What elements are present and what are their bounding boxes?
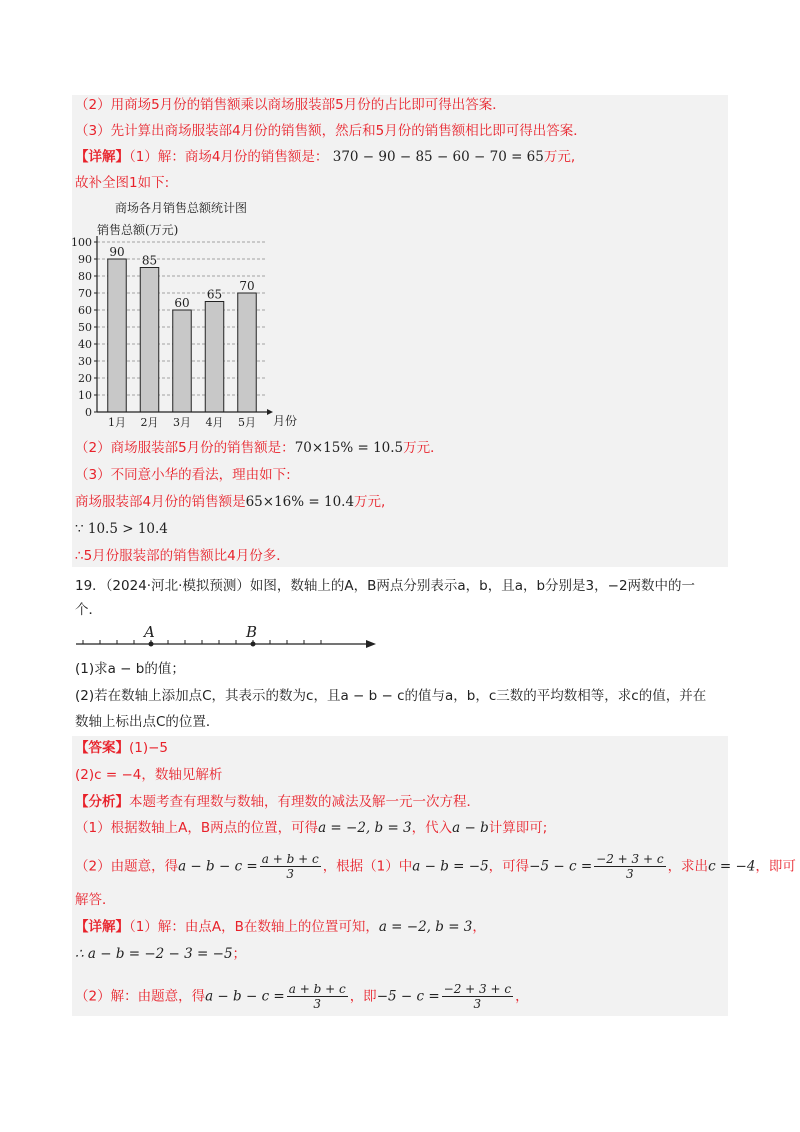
answer-3: （3）不同意小华的看法，理由如下:: [75, 467, 291, 483]
label-a: A: [144, 623, 155, 641]
answer-2-formula: 70×15% = 10.5: [294, 440, 404, 456]
bar-value-label: 90: [109, 245, 125, 259]
answer-2-text: （2）商场服装部5月份的销售额是：: [75, 440, 295, 456]
analysis-frac-1-num: a + b + c: [261, 852, 319, 866]
bar-value-label: 65: [206, 287, 223, 302]
detail-tag: 【详解】: [75, 149, 129, 165]
y-tick-label: 60: [78, 304, 92, 317]
detail-2-frac-2: [442, 982, 513, 1011]
detail-2-frac-1-den: 3: [313, 997, 322, 1011]
chart-ylabel: 销售总额(万元): [97, 223, 179, 237]
hint-3: （3）先计算出商场服装部4月份的销售额，然后和5月份的销售额相比即可得出答案．: [75, 123, 587, 139]
detail-1: [75, 147, 575, 167]
analysis-s1a: （1）根据数轴上A，B两点的位置，可得: [75, 820, 319, 836]
analysis-s1c: 计算即可;: [488, 820, 548, 836]
analysis-text: 本题考查有理数与数轴，有理数的减法及解一元一次方程．: [129, 794, 480, 810]
answer-3b-formula: 65×16% = 10.4: [245, 494, 355, 510]
question-19-part2a: (2)若在数轴上添加点C，其表示的数为c，且a − b − c的值与a，b，c三数的平均数相等，求c的值，并在: [75, 688, 707, 704]
analysis-s1g: a − b: [452, 820, 489, 836]
analysis-s2i: c = −4: [708, 858, 756, 875]
label-b: B: [246, 623, 258, 641]
bar: [140, 268, 159, 413]
hint-2: （2）用商场5月份的销售额乘以商场服装部5月份的占比即可得出答案．: [75, 97, 506, 113]
analysis-s1f: a = −2, b = 3: [318, 820, 412, 836]
y-tick-label: 90: [78, 253, 92, 266]
answer-line-2: (2)c = −4，数轴见解析: [75, 767, 223, 783]
answer-3b: [75, 492, 385, 512]
analysis-frac-1: [260, 852, 321, 881]
detail-1-formula: 370 − 90 − 85 − 60 − 70 = 65: [332, 149, 544, 165]
answer-line-1: [75, 738, 168, 758]
detail-2-f3: a − b − c =: [205, 988, 285, 1005]
analysis-tag: 【分析】: [75, 794, 129, 810]
analysis-line: [75, 792, 480, 812]
analysis-s2b: ，根据（1）中: [322, 858, 413, 875]
detail-1-unit: 万元,: [543, 149, 576, 165]
y-tick-label: 80: [78, 270, 92, 283]
arrow-right-icon: [366, 640, 376, 648]
analysis-frac-2-num: −2 + 3 + c: [596, 852, 664, 866]
detail-2-line2: [75, 944, 246, 964]
detail-1-text: （1）解：商场4月份的销售额是：: [129, 149, 329, 165]
detail-2-f3b: −5 − c =: [376, 988, 440, 1005]
y-tick-label: 50: [78, 321, 92, 334]
detail-2-frac-1: [287, 982, 348, 1011]
analysis-s1b: ，代入: [411, 820, 453, 836]
bar: [108, 259, 127, 412]
answer-tag: 【答案】: [75, 740, 129, 756]
detail-2-l2end: ；: [232, 946, 247, 962]
answer-3d: ∴5月份服装部的销售额比4月份多．: [75, 548, 290, 564]
detail-2-f1end: ，: [472, 919, 486, 935]
answer-1: (1)−5: [129, 740, 169, 756]
y-tick-label: 10: [78, 389, 92, 402]
analysis-frac-1-den: 3: [286, 867, 295, 881]
analysis-s2a: （2）由题意，得: [75, 858, 179, 875]
question-19-part2b: 数轴上标出点C的位置．: [75, 714, 220, 730]
analysis-frac-2-den: 3: [626, 867, 634, 881]
x-tick-label: 5月: [238, 416, 256, 429]
y-tick-label: 30: [78, 355, 92, 368]
detail-2-t1: （1）解：由点A，B在数轴上的位置可知，: [129, 919, 379, 935]
answer-2: [75, 438, 444, 458]
y-tick-label: 40: [78, 338, 92, 351]
detail-2-f1: a = −2, b = 3: [378, 919, 473, 935]
analysis-s2h: −5 − c =: [529, 858, 593, 875]
chart-title: 商场各月销售总额统计图: [115, 201, 248, 215]
answer-3c: ∵ 10.5 > 10.4: [75, 521, 168, 537]
detail-2-t3b: ，即: [349, 988, 377, 1005]
detail-2-frac-2-den: 3: [473, 997, 482, 1011]
x-tick-label: 4月: [205, 416, 224, 429]
answer-3b-text: 商场服装部4月份的销售额是: [75, 494, 246, 510]
detail-2-frac-1-num: a + b + c: [288, 982, 346, 996]
figure-caption: 故补全图1如下:: [75, 175, 170, 191]
analysis-s2e: ，即可: [755, 858, 796, 875]
answer-3b-unit: 万元,: [354, 494, 386, 510]
analysis-frac-2: [594, 852, 665, 881]
number-line: [72, 620, 382, 656]
question-19-part1: (1)求a − b的值；: [75, 661, 185, 677]
analysis-s2c: ，可得: [488, 858, 530, 875]
chart-xlabel: 月份: [273, 414, 298, 428]
question-19-line2: 个．: [75, 602, 102, 618]
detail-2-line3: [75, 982, 529, 1011]
question-19-line1: 19．（2024·河北·模拟预测）如图，数轴上的A，B两点分别表示a，b，且a，b分别是3，−2两数中的一: [75, 578, 696, 594]
detail-2-frac-2-num: −2 + 3 + c: [443, 982, 512, 996]
analysis-s2d: ，求出: [667, 858, 709, 875]
point-b: [251, 642, 256, 647]
detail-2-t3end: ，: [515, 988, 529, 1005]
analysis-step-2-end: 解答．: [75, 892, 116, 908]
detail-2-t3: （2）解：由题意，得: [75, 988, 206, 1005]
bar-chart: [71, 196, 315, 436]
x-tick-label: 3月: [173, 416, 191, 429]
bar: [238, 293, 257, 412]
bar-value-label: 70: [239, 279, 255, 293]
bar-value-label: 60: [174, 296, 190, 310]
bar: [173, 310, 192, 412]
bar: [205, 302, 224, 413]
y-tick-label: 20: [78, 372, 92, 385]
analysis-step-1: [75, 818, 547, 838]
detail-2-l2: ∴ a − b = −2 − 3 = −5: [75, 946, 233, 962]
y-tick-label: 100: [71, 236, 92, 249]
bar-value-label: 85: [141, 253, 158, 268]
x-tick-label: 1月: [108, 416, 126, 429]
analysis-s2f: a − b − c =: [178, 858, 258, 875]
y-tick-label: 70: [78, 287, 92, 300]
detail-2-line1: [75, 917, 486, 937]
analysis-step-2: [75, 852, 796, 881]
analysis-s2g: a − b = −5: [412, 858, 489, 875]
answer-2-unit: 万元．: [403, 440, 444, 456]
detail-2-tag: 【详解】: [75, 919, 129, 935]
point-a: [149, 642, 154, 647]
x-tick-label: 2月: [140, 416, 159, 429]
y-tick-label: 0: [85, 406, 92, 419]
